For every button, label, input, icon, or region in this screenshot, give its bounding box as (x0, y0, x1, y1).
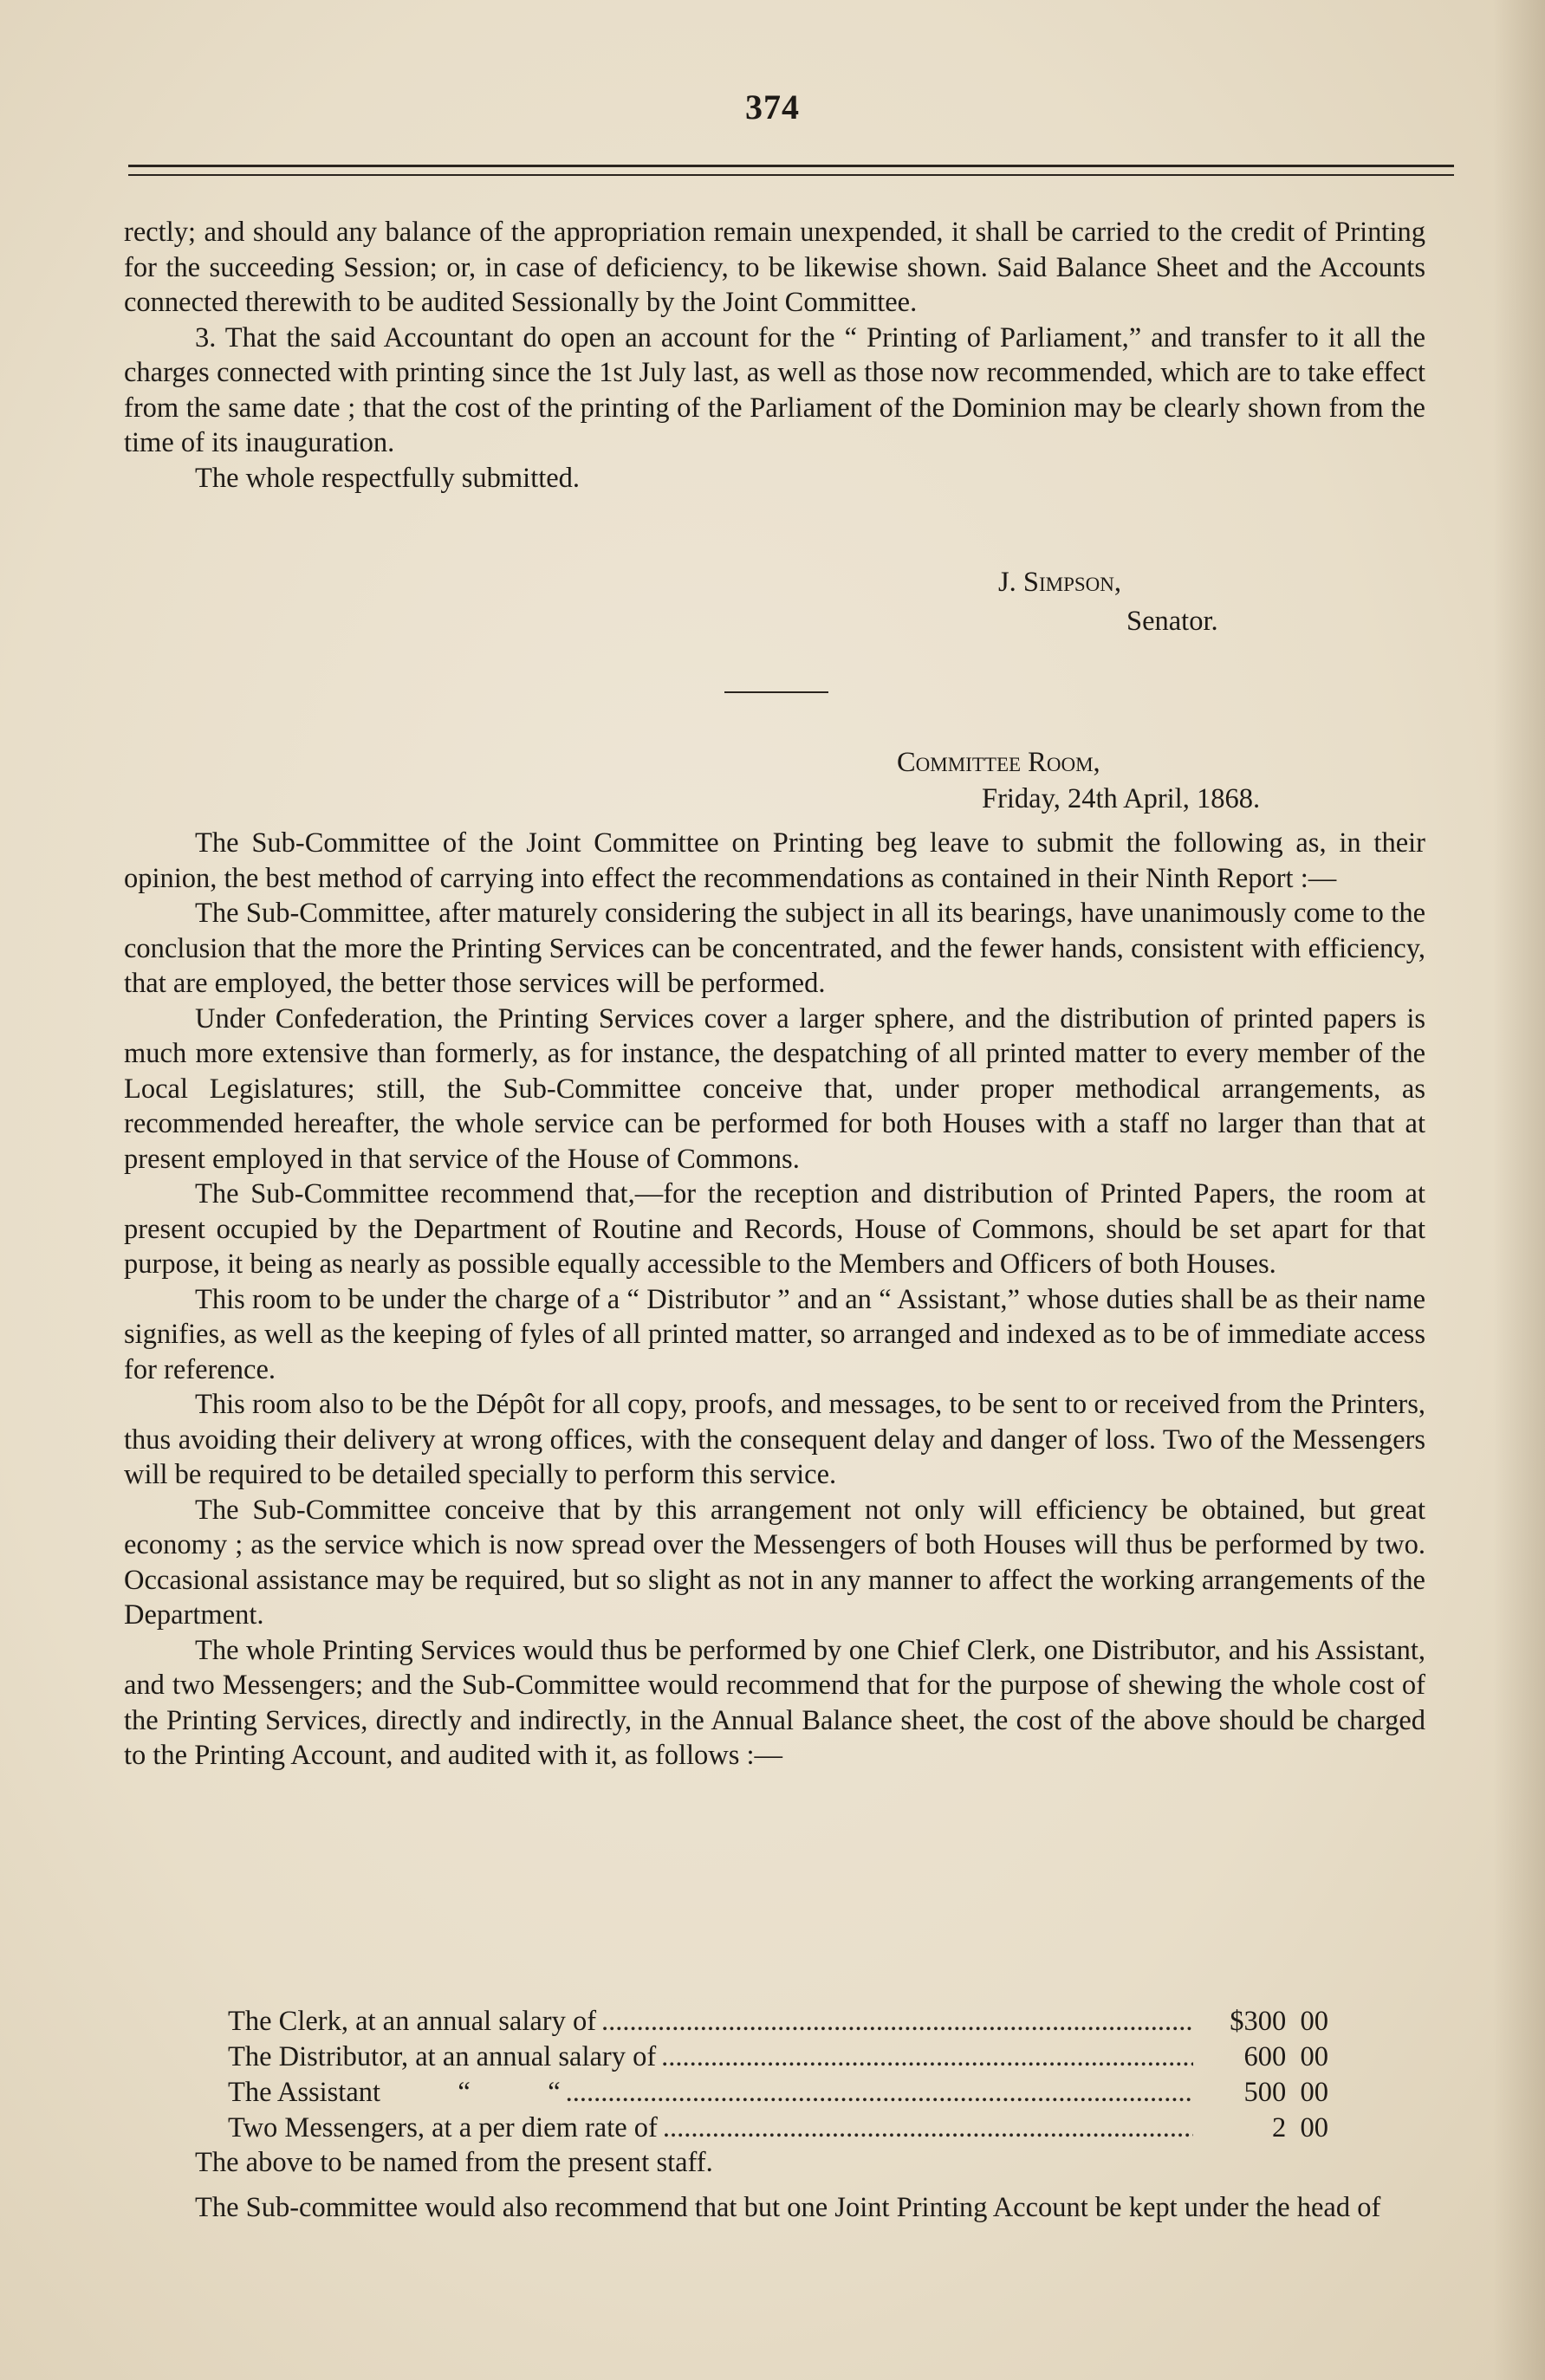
signature-name: J. Simpson, (998, 567, 1122, 598)
paragraph: The whole Printing Services would thus be performed by one Chief Clerk, one Distributor, and his Assistant, and two Messengers; and the Sub-Committee would recommend that for the purpose of shewing the whole cost of the Printing Services, directly and indirectly, in the Annual Balance sheet, the cost of the above should be charged to the Printing Account, and audited with it, as follows :— (124, 1634, 1425, 1771)
dateline-date: Friday, 24th April, 1868. (982, 783, 1261, 814)
payroll-row (228, 2111, 1328, 2145)
paragraph: The whole respectfully submitted. (195, 462, 581, 494)
page-number: 374 (745, 88, 800, 126)
page-edge-shadow (1493, 0, 1545, 2380)
payroll-row (228, 2040, 1328, 2074)
payroll-note: The above to be named from the present staff. (195, 2147, 713, 2178)
paragraph: The Sub-Committee conceive that by this arrangement not only will efficiency be obtained, but great economy ; as the service which is now spread over the Messengers of both Houses will thus be performed by two. Occasional assistance may be required, but so slight as not in any manner to affect the working arrangements of the Department. (124, 1494, 1425, 1631)
paragraph: 3. That the said Accountant do open an account for the “ Printing of Parliament,” and transfer to it all the charges connected with printing since the 1st July last, as well as those now recommended, which are to take effect from the same date ; that the cost of the printing of the Parliament of the Dominion may be clearly shown from the time of its inauguration. (124, 321, 1425, 458)
dot-leader (566, 2075, 1193, 2110)
payroll-amount: 500 00 (1243, 2077, 1328, 2108)
section-1-text (124, 215, 1425, 496)
section-2-text (124, 826, 1425, 1774)
dot-leader (663, 2111, 1193, 2145)
closing-paragraph: The Sub-committee would also recommend that but one Joint Printing Account be kept under the head of (195, 2192, 1381, 2223)
paragraph: This room to be under the charge of a “ Distributor ” and an “ Assistant,” whose duties shall be as their name signifies, as well as the keeping of fyles of all printed matter, so arranged and indexed as to be of immediate access for reference. (124, 1283, 1425, 1385)
dot-leader (601, 2004, 1193, 2039)
header-rule (128, 165, 1454, 167)
payroll-amount: 2 00 (1272, 2112, 1328, 2143)
paragraph: The Sub-Committee, after maturely considering the subject in all its bearings, have unanimously come to the conclusion that the more the Printing Services can be concentrated, and the fewer hands, consistent with efficiency, that are employed, the better those services will be performed. (124, 898, 1425, 999)
dateline-place: Committee Room, (897, 747, 1100, 778)
payroll-amount: $300 00 (1230, 2006, 1328, 2037)
paragraph: rectly; and should any balance of the appropriation remain unexpended, it shall be carried to the credit of Printing for the succeeding Session; or, in case of deficiency, to be likewise shown. Said Balance Sheet and the Accounts connected therewith to be audited Sessionally by the Joint Committee. (124, 217, 1425, 318)
payroll-amount: 600 00 (1243, 2041, 1328, 2072)
signature-title: Senator. (1126, 606, 1218, 637)
paragraph: Under Confederation, the Printing Services cover a larger sphere, and the distribution of printed papers is much more extensive than formerly, as for instance, the despatching of all printed matter to every member of the Local Legislatures; still, the Sub-Committee conceive that, under proper methodical arrangements, as recommended hereafter, the whole service can be performed for both Houses with a staff no larger than that at present employed in that service of the House of Commons. (124, 1002, 1425, 1175)
header-rule-thin (128, 174, 1454, 176)
paragraph: This room also to be the Dépôt for all copy, proofs, and messages, to be sent to or received from the Printers, thus avoiding their delivery at wrong offices, with the consequent delay and danger of loss. Two of the Messengers will be required to be detailed specially to perform this service. (124, 1389, 1425, 1490)
payroll-label: The Distributor, at an annual salary of (228, 2041, 657, 2072)
payroll-label: Two Messengers, at a per diem rate of (228, 2112, 658, 2143)
payroll-label: The Clerk, at an annual salary of (228, 2006, 597, 2037)
payroll-row (228, 2004, 1328, 2039)
section-divider (724, 691, 828, 693)
paragraph: The Sub-Committee recommend that,—for the reception and distribution of Printed Papers, the room at present occupied by the Department of Routine and Records, House of Commons, should be set apart for that purpose, it being as nearly as possible equally accessible to the Members and Officers of both Houses. (124, 1178, 1425, 1280)
payroll-label: The Assistant “ “ (228, 2077, 561, 2108)
paragraph: The Sub-Committee of the Joint Committee on Printing beg leave to submit the following as, in their opinion, the best method of carrying into effect the recommendations as contained in their Ninth Report :— (124, 827, 1425, 894)
payroll-row (228, 2075, 1328, 2110)
dot-leader (661, 2040, 1193, 2074)
